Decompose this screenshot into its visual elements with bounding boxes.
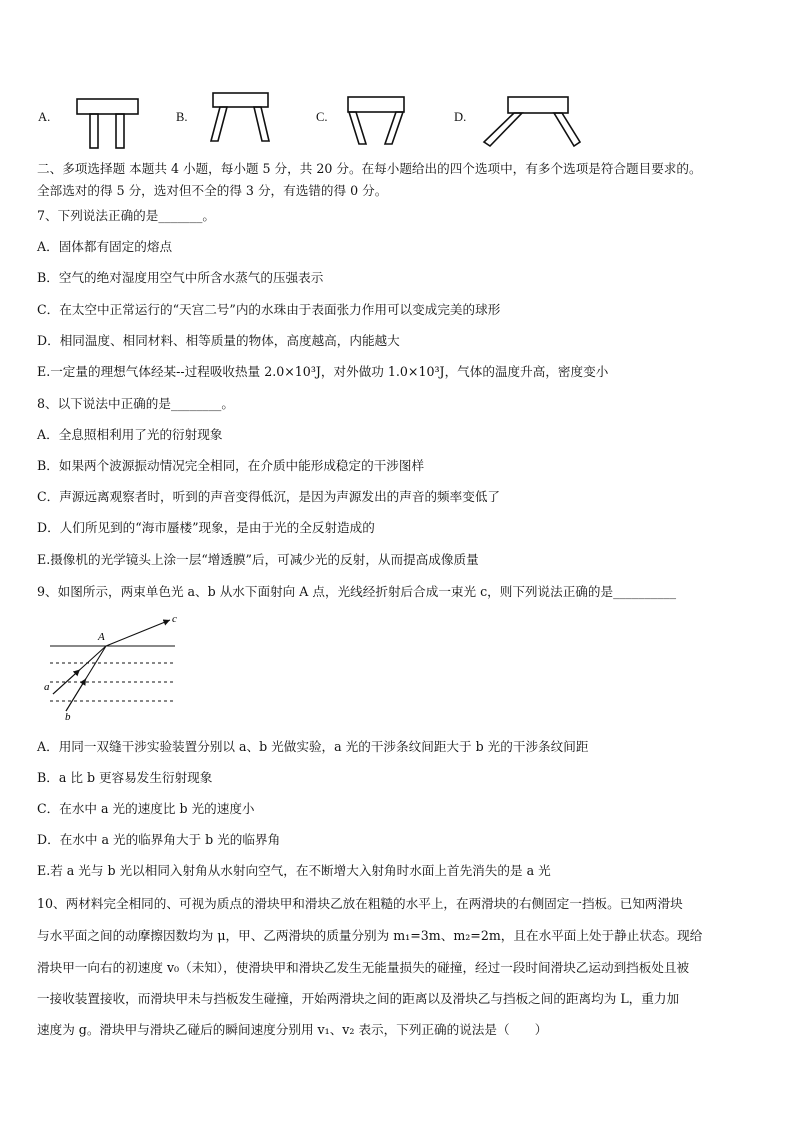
q9-option-e: E.若 a 光与 b 光以相同入射角从水射向空气，在不断增大入射角时水面上首先消失的是 a 光 bbox=[37, 863, 551, 878]
point-A-label: A bbox=[98, 631, 105, 643]
q7-option-b: B．空气的绝对湿度用空气中所含水蒸气的压强表示 bbox=[37, 270, 324, 285]
q7-stem: 7、下列说法正确的是_______。 bbox=[37, 208, 216, 223]
q8-stem: 8、以下说法中正确的是________。 bbox=[37, 396, 234, 411]
q9-option-b: B．a 比 b 更容易发生衍射现象 bbox=[37, 770, 213, 785]
section-2-instructions-line-1: 二、多项选择题 本题共 4 小题，每小题 5 分，共 20 分。在每小题给出的四个选项中，有多个选项是符合题目要求的。 bbox=[37, 161, 702, 176]
option-c-label: C. bbox=[316, 110, 328, 124]
q7-option-d: D．相同温度、相同材料、相等质量的物体，高度越高，内能越大 bbox=[37, 333, 400, 348]
q9-option-a: A．用同一双缝干涉实验装置分别以 a、b 光做实验，a 光的干涉条纹间距大于 b 光的干涉条纹间距 bbox=[37, 739, 589, 754]
option-d-label: D. bbox=[454, 110, 467, 124]
q8-option-a: A．全息照相利用了光的衍射现象 bbox=[37, 427, 223, 442]
q7-option-e: E.一定量的理想气体经某--过程吸收热量 2.0×10³J，对外做功 1.0×10³J，气体的温度升高，密度变小 bbox=[37, 364, 609, 379]
ray-b-label: b bbox=[65, 711, 71, 723]
q7-option-a: A．固体都有固定的熔点 bbox=[37, 239, 173, 254]
q9-option-d: D．在水中 a 光的临界角大于 b 光的临界角 bbox=[37, 832, 281, 847]
q10-line-5: 速度为 g。滑块甲与滑块乙碰后的瞬间速度分别用 v₁、v₂ 表示，下列正确的说法是（ ） bbox=[37, 1022, 548, 1037]
option-b-label: B. bbox=[176, 110, 188, 124]
stool-figure-b bbox=[208, 92, 270, 144]
ray-c-label: c bbox=[172, 613, 177, 625]
q10-line-4: 一接收装置接收，而滑块甲未与挡板发生碰撞，开始两滑块之间的距离以及滑块乙与挡板之间的距离均为 L，重力加 bbox=[37, 991, 680, 1006]
stool-figure-a bbox=[76, 98, 140, 150]
q10-line-2: 与水平面之间的动摩擦因数均为 μ，甲、乙两滑块的质量分别为 m₁=3m、m₂=2m，且在水平面上处于静止状态。现给 bbox=[37, 928, 703, 943]
q7-option-c: C．在太空中正常运行的“天宫二号”内的水珠由于表面张力作用可以变成完美的球形 bbox=[37, 302, 501, 317]
q10-line-1: 10、两材料完全相同的、可视为质点的滑块甲和滑块乙放在粗糙的水平上，在两滑块的右侧固定一挡板。已知两滑块 bbox=[37, 896, 683, 911]
q9-option-c: C．在水中 a 光的速度比 b 光的速度小 bbox=[37, 801, 255, 816]
stool-figure-c bbox=[345, 96, 407, 148]
stool-figure-d bbox=[484, 96, 580, 148]
q8-option-c: C．声源远离观察者时，听到的声音变得低沉，是因为声源发出的声音的频率变低了 bbox=[37, 489, 501, 504]
section-2-instructions-line-2: 全部选对的得 5 分，选对但不全的得 3 分，有选错的得 0 分。 bbox=[37, 183, 388, 198]
q10-line-3: 滑块甲一向右的初速度 v₀（未知），使滑块甲和滑块乙发生无能量损失的碰撞，经过一段时间滑块乙运动到挡板处且被 bbox=[37, 960, 690, 975]
q8-option-e: E.摄像机的光学镜头上涂一层“增透膜”后，可减少光的反射，从而提高成像质量 bbox=[37, 552, 479, 567]
q8-option-b: B．如果两个波源振动情况完全相同，在介质中能形成稳定的干涉图样 bbox=[37, 458, 425, 473]
refraction-diagram bbox=[40, 612, 190, 722]
option-a-label: A. bbox=[38, 110, 51, 124]
ray-a-label: a bbox=[44, 681, 50, 693]
q9-stem: 9、如图所示，两束单色光 a、b 从水下面射向 A 点，光线经折射后合成一束光 c，则下列说法正确的是__________ bbox=[37, 584, 677, 599]
q8-option-d: D．人们所见到的“海市蜃楼”现象，是由于光的全反射造成的 bbox=[37, 520, 375, 535]
